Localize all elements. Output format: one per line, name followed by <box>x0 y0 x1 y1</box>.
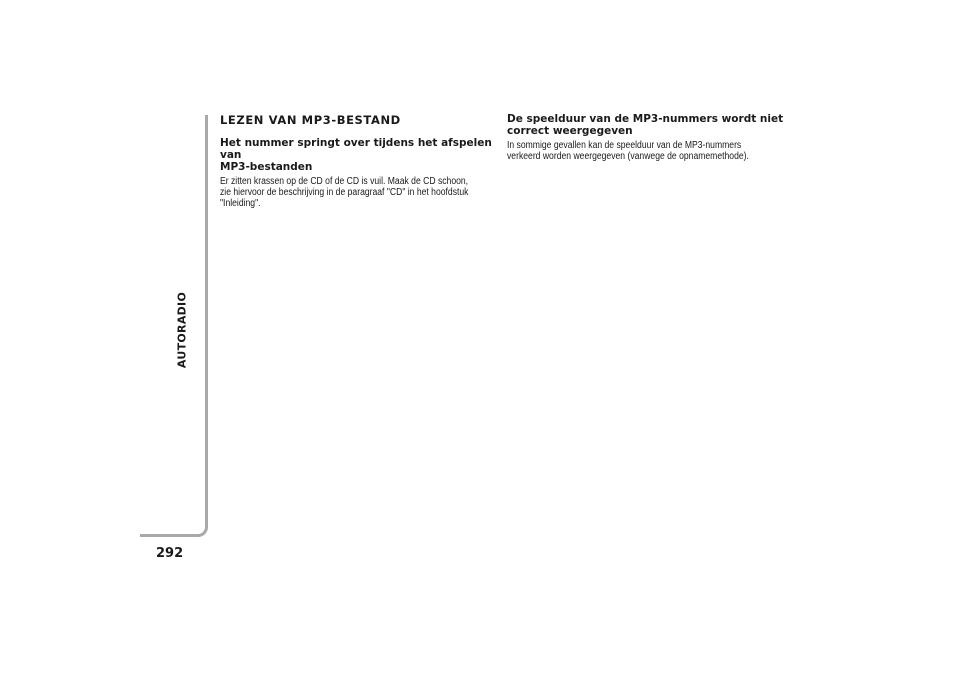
heading-line: De speelduur van de MP3-nummers wordt niet <box>507 113 784 125</box>
text-line: zie hiervoor de beschrijving in de paragraaf "CD" in het hoofdstuk <box>220 187 469 198</box>
issue-text-track-skip <box>220 176 495 209</box>
heading-line: MP3-bestanden <box>220 161 313 173</box>
heading-line: Het nummer springt over tijdens het afspelen van <box>220 137 492 161</box>
heading-line: correct weergegeven <box>507 125 633 137</box>
chapter-side-bracket <box>140 115 208 537</box>
issue-heading-playtime <box>507 113 787 137</box>
page-number: 292 <box>156 546 184 561</box>
chapter-label: AUTORADIO <box>175 291 189 369</box>
left-column <box>220 113 500 209</box>
text-line: "Inleiding". <box>220 198 261 209</box>
text-line: In sommige gevallen kan de speelduur van de MP3-nummers <box>507 140 742 151</box>
issue-heading-track-skip <box>220 137 500 173</box>
right-column <box>507 113 787 162</box>
text-line: verkeerd worden weergegeven (vanwege de opnamemethode). <box>507 151 749 162</box>
section-title: LEZEN VAN MP3-BESTAND <box>220 113 401 127</box>
issue-text-playtime <box>507 140 782 162</box>
text-line: Er zitten krassen op de CD of de CD is vuil. Maak de CD schoon, <box>220 176 469 187</box>
